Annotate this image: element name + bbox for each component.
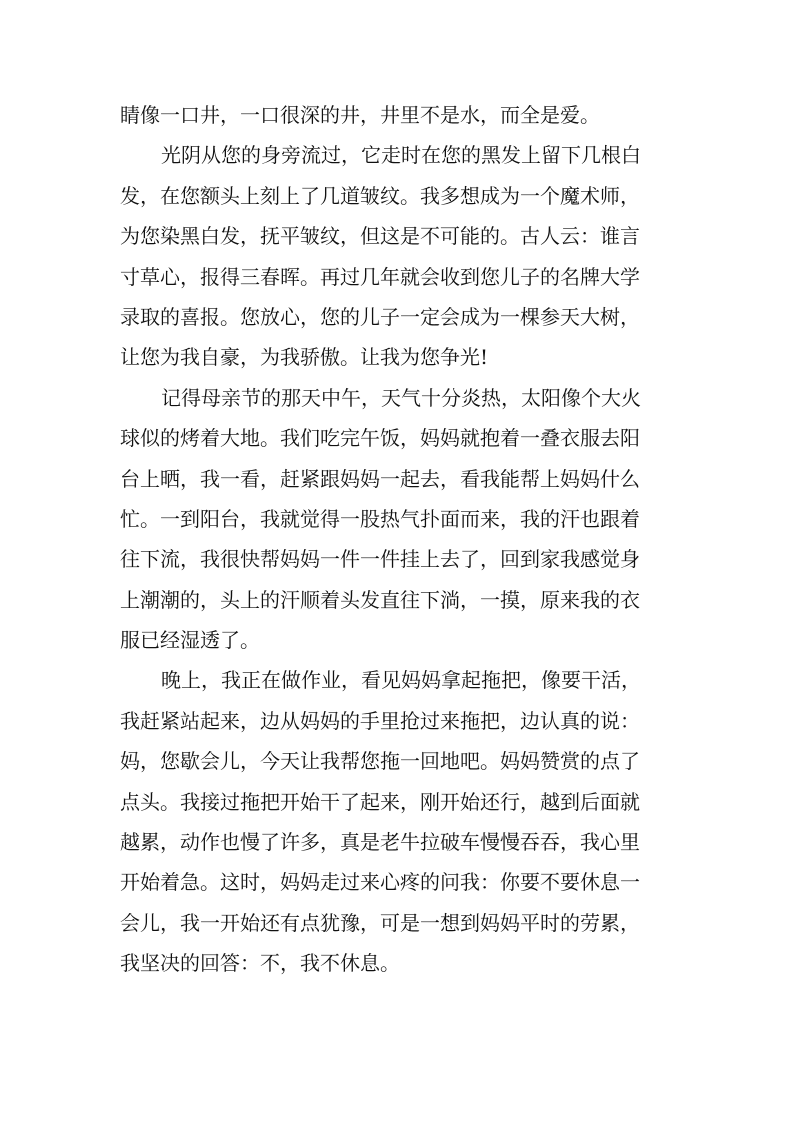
text-line: 开始着急。这时，妈妈走过来心疼的问我：你要不要休息一	[120, 870, 640, 895]
text-line: 我坚决的回答：不，我不休息。	[120, 951, 400, 976]
text-line: 上潮潮的，头上的汗顺着头发直往下淌，一摸，原来我的衣	[120, 587, 640, 612]
text-line: 睛像一口井，一口很深的井，井里不是水，而全是爱。	[120, 103, 600, 127]
paragraph-start-line: 记得母亲节的那天中午，天气十分炎热，太阳像个大火	[161, 385, 641, 410]
text-line: 会儿，我一开始还有点犹豫，可是一想到妈妈平时的劳累，	[120, 910, 640, 935]
text-line: 忙。一到阳台，我就觉得一股热气扑面而来，我的汗也跟着	[120, 506, 640, 531]
essay-body	[120, 95, 680, 984]
text-line: 往下流，我很快帮妈妈一件一件挂上去了，回到家我感觉身	[120, 547, 640, 572]
paragraph-start-line: 光阴从您的身旁流过，它走时在您的黑发上留下几根白	[161, 143, 641, 168]
text-line: 服已经湿透了。	[120, 628, 260, 653]
text-line: 台上晒，我一看，赶紧跟妈妈一起去，看我能帮上妈妈什么	[120, 466, 640, 491]
text-line: 越累，动作也慢了许多，真是老牛拉破车慢慢吞吞，我心里	[120, 830, 640, 855]
text-line: 点头。我接过拖把开始干了起来，刚开始还行，越到后面就	[120, 789, 640, 814]
text-line: 让您为我自豪，为我骄傲。让我为您争光!	[120, 345, 489, 370]
text-line: 录取的喜报。您放心，您的儿子一定会成为一棵参天大树，	[120, 304, 640, 329]
text-line: 为您染黑白发，抚平皱纹，但这是不可能的。古人云：谁言	[120, 224, 640, 249]
text-line: 妈，您歇会儿，今天让我帮您拖一回地吧。妈妈赞赏的点了	[120, 749, 640, 774]
text-line: 我赶紧站起来，边从妈妈的手里抢过来拖把，边认真的说：	[120, 708, 640, 733]
text-line: 球似的烤着大地。我们吃完午饭，妈妈就抱着一叠衣服去阳	[120, 426, 640, 451]
text-line: 寸草心，报得三春晖。再过几年就会收到您儿子的名牌大学	[120, 264, 640, 289]
text-line: 发，在您额头上刻上了几道皱纹。我多想成为一个魔术师，	[120, 183, 640, 208]
paragraph-start-line: 晚上，我正在做作业，看见妈妈拿起拖把，像要干活，	[161, 668, 641, 693]
